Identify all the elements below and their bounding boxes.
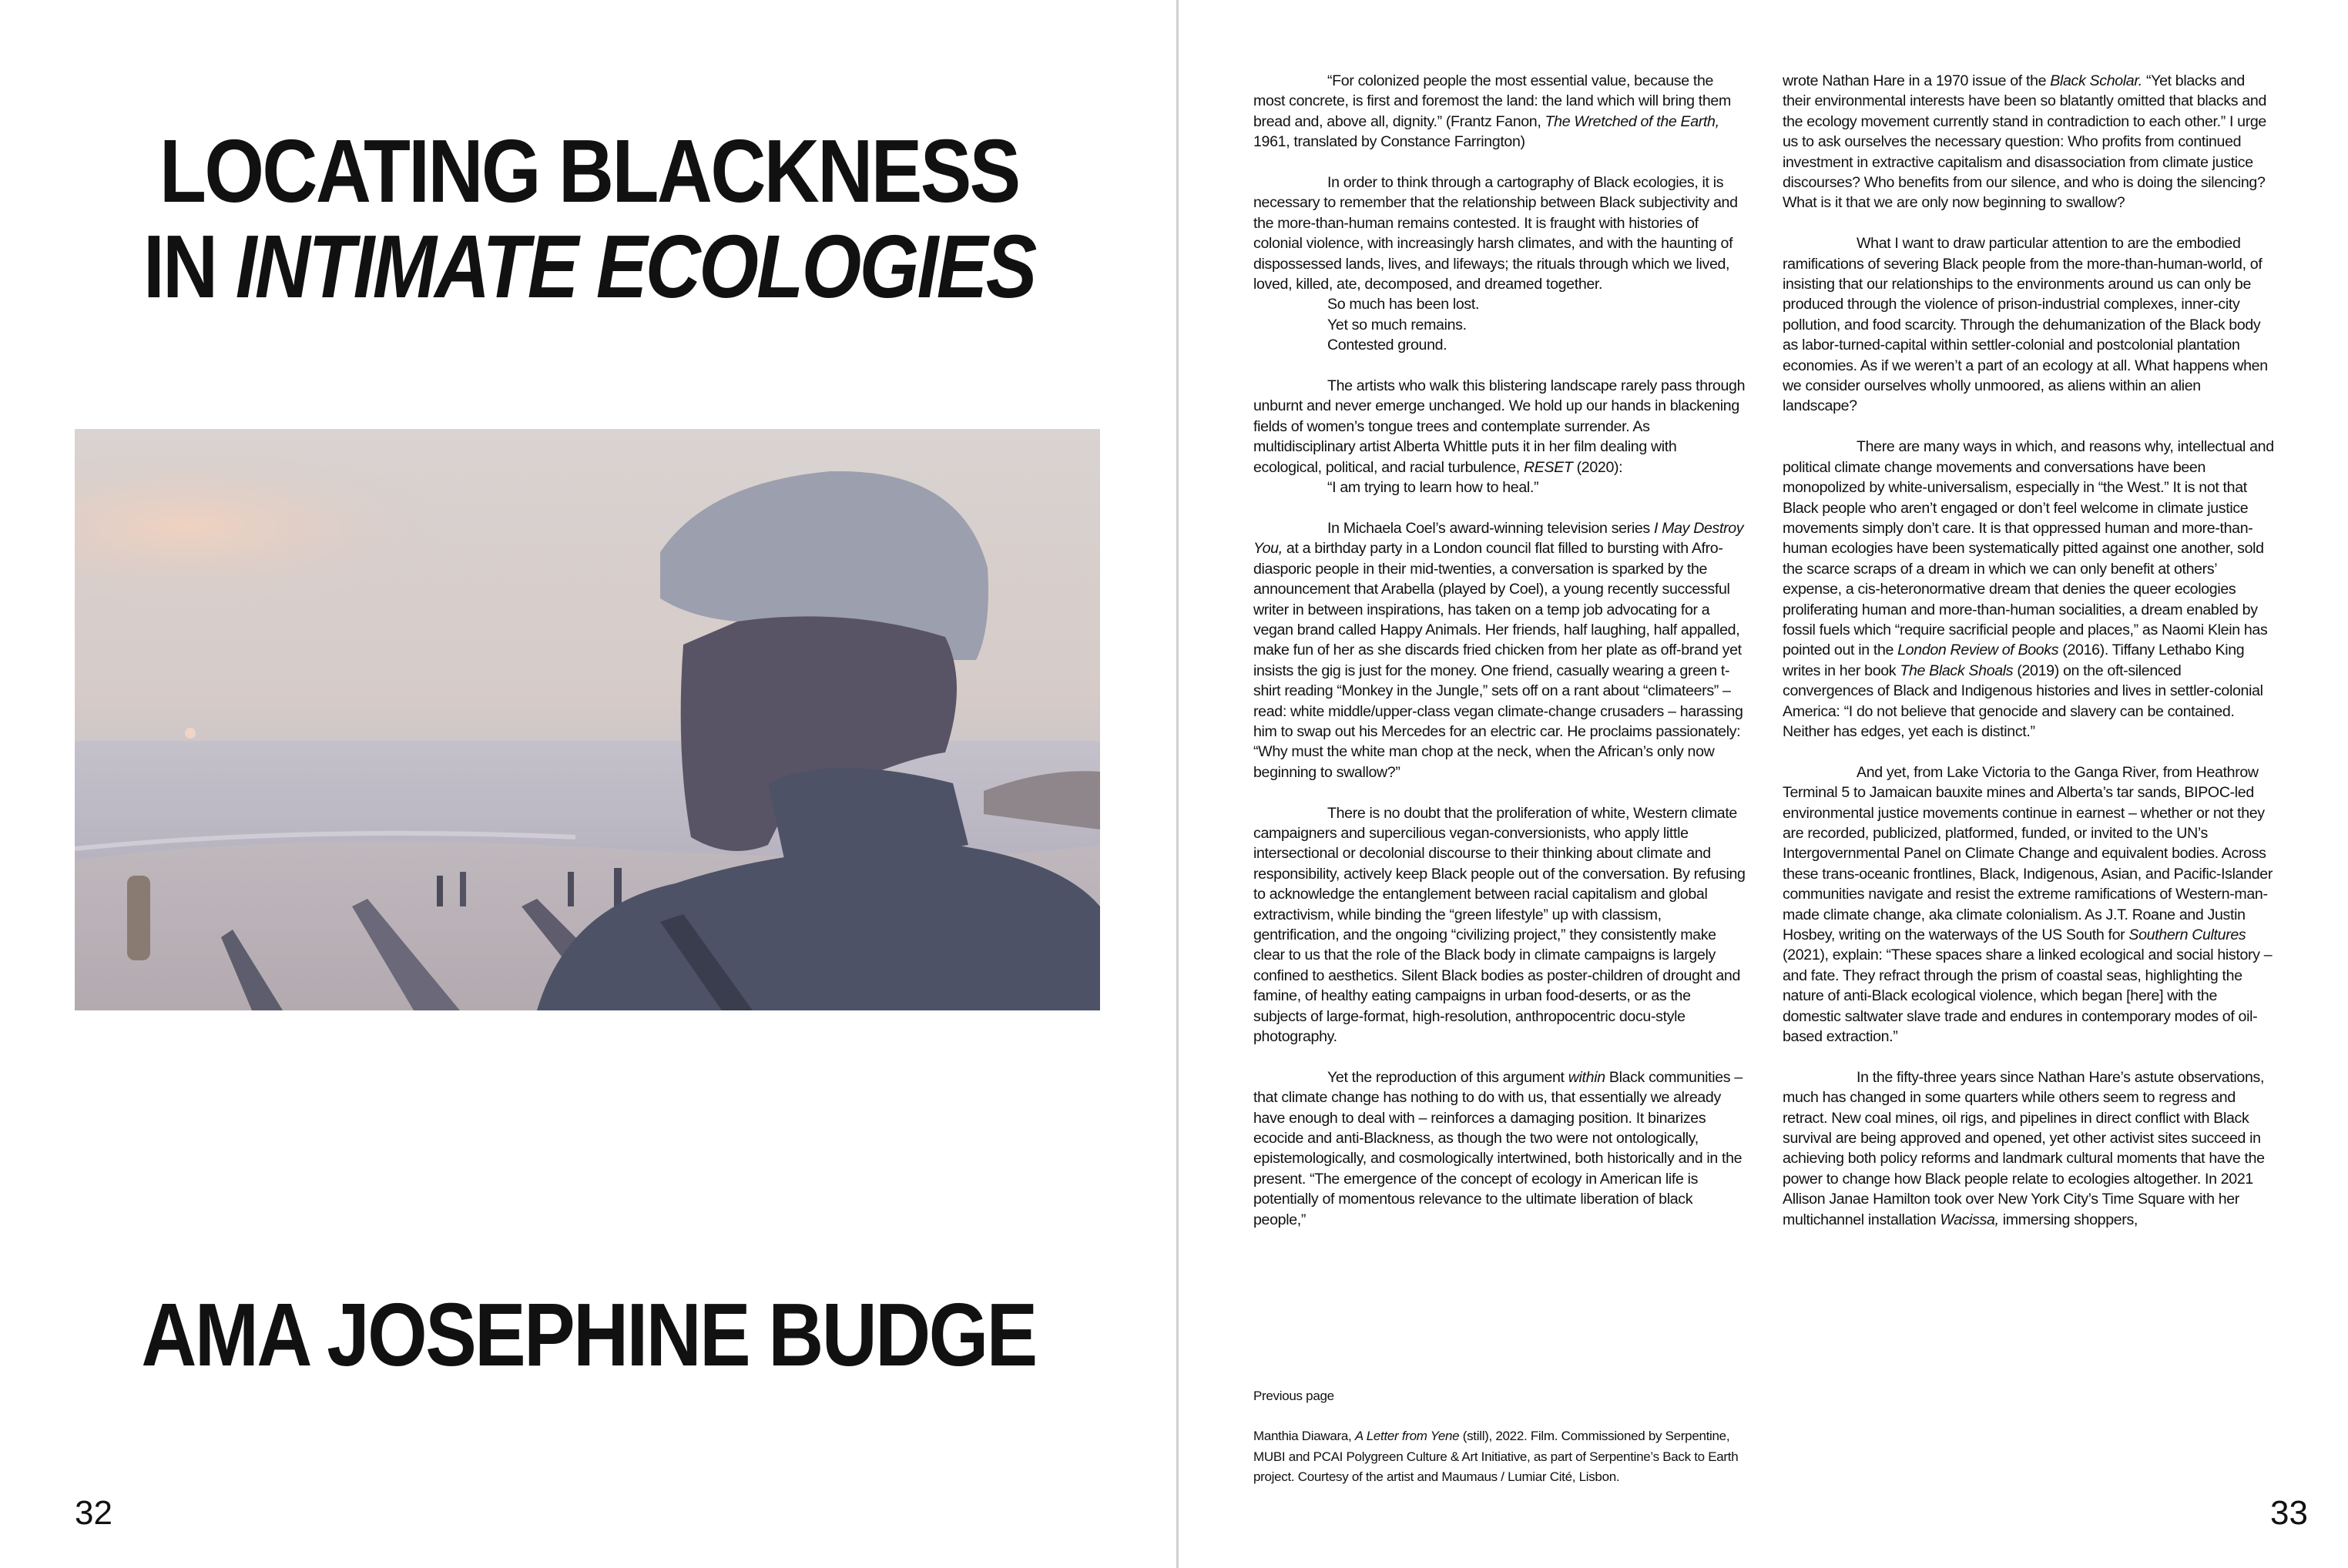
caption-text-suffix: (still), 2022. Film. Commissioned by Serpentine, MUBI and PCAI Polygreen Culture & Art Initiative, as part of Serpentine’s Back to Earth project. Courtesy of the artist and Maumaus / Lumiar Cité, Lisbon. [1253, 1429, 1739, 1485]
paragraph-text: wrote Nathan Hare in a 1970 issue of the [1783, 72, 2051, 89]
paragraph [1253, 518, 1746, 782]
film-still-image [75, 429, 1100, 1010]
paragraph [1783, 71, 2276, 213]
paragraph [1253, 1067, 1746, 1230]
caption-film-title: A Letter from Yene [1354, 1429, 1460, 1444]
verse-line: So much has been lost. [1327, 296, 1480, 313]
paragraph-text: And yet, from Lake Victoria to the Ganga River, from Heathrow Terminal 5 to Jamaican bauxite mines and Alberta’s tar sands, BIPOC-led environmental justice movements continue in earnest – whether or not they are recorded, publicized, platformed, funded, or invited to the UN’s Intergovernmental Panel on Climate Change and equivalent bodies. Across these trans-oceanic frontlines, Black, Indigenous, Asian, and Pacific-Islander communities navigate and resist the extreme ramifications of Western-man-made climate change, aka climate colonialism. As J.T. Roane and Justin Hosbey, writing on the waterways of the US South for [1783, 763, 2273, 944]
page-number-left: 32 [75, 1494, 112, 1532]
text-column-1 [1253, 71, 1746, 1250]
verse-line: Yet so much remains. [1327, 316, 1467, 333]
paragraph [1783, 762, 2276, 1047]
artwork-title: Wacissa, [1940, 1211, 1999, 1228]
verse-block [1253, 294, 1746, 355]
paragraph [1253, 376, 1746, 498]
paragraph-tail: immersing shoppers, [1998, 1211, 2138, 1228]
epigraph [1253, 71, 1746, 152]
paragraph-text: Yet the reproduction of this argument [1327, 1068, 1568, 1086]
film-title: RESET [1523, 458, 1573, 476]
title-line-2-italic: INTIMATE ECOLOGIES [235, 216, 1035, 317]
author-name: AMA JOSEPHINE BUDGE [141, 1285, 1036, 1385]
title-line-2 [83, 216, 1095, 317]
epigraph-book-title: The Wretched of the Earth, [1545, 112, 1719, 130]
paragraph-tail: (2019) on the oft-silenced convergences of Black and Indigenous histories and lives in settler-colonial America: “I do not believe that genocide and slavery can be contained. Neither has edges, yet each is distinct.” [1783, 662, 2263, 740]
paragraph-tail: “Yet blacks and their environmental interests have been so blatantly omitted that blacks and the ecology movement currently stand in contradiction to each other.” I urge us to ask ourselves the necessary question: Who profits from continued investment in extractive capitalism and disassociation from climate justice discourses? Who benefits from our silence, and who is doing the silencing? What is it that we are only now beginning to swallow? [1783, 72, 2266, 212]
text-column-2 [1783, 71, 2276, 1250]
paragraph-tail: at a birthday party in a London council flat filled to bursting with Afro-diasporic people in their mid-twenties, a conversation is sparked by the announcement that Arabella (played by Coel), a young recently successful writer in between inspirations, has taken on a temp job advocating for a vegan brand called Happy Animals. Her friends, half laughing, half appalled, make fun of her as she discards fried chicken from her plate as off-brand yet insists the gig is just for the money. One friend, casually wearing a green t-shirt reading “Monkey in the Jungle,” sets off on a rant about “climateers” – read: white middle/upper-class vegan climate-change crusaders – harassing him to swap out his Mercedes for an electric car. He proclaims passionately: “Why must the white man chop at the neck, when the African’s only now beginning to swallow?” [1253, 540, 1743, 781]
book-title: The Black Shoals [1900, 662, 2014, 679]
caption-text: Manthia Diawara, [1253, 1429, 1355, 1444]
paragraph-tail: Black communities – that climate change has nothing to do with us, that essentially we already have enough to deal with – reinforces a damaging position. It binarizes ecocide and anti-Blackness, as though the two were not ontologically, epistemologically, and cosmologically intertwined, both historically and in the present. “The emergence of the concept of ecology in American life is potentially of momentous relevance to the ultimate liberation of black people,” [1253, 1068, 1743, 1228]
paragraph-text: There are many ways in which, and reasons why, intellectual and political climate change movements and conversations have been monopolized by white-universalism, especially in “the West.” It is not that Black people who aren’t engaged or don’t feel welcome in climate justice movements simply don’t care. It is that oppressed human and more-than-human ecologies have been systematically pitted against one another, sold the scarce scraps of a dream in which we can only benefit at others’ expense, a cis-heteronormative dream that denies the queer ecologies proliferating human and more-than-human socialities, a dream enabled by fossil fuels which “require sacrificial people and places,” as Naomi Klein has pointed out in the [1783, 438, 2274, 659]
page-number-right: 33 [2270, 1494, 2308, 1532]
caption-label: Previous page [1253, 1389, 1334, 1403]
article-title [83, 120, 1095, 317]
publication-title: London Review of Books [1897, 642, 2059, 659]
paragraph [1783, 1067, 2276, 1230]
paragraph-tail: (2020): [1572, 458, 1623, 476]
paragraph: There is no doubt that the proliferation of white, Western climate campaigners and supercilious vegan-conversionists, who apply little intersectional or decolonial discourse to their thinking about climate and responsibility, actively keep Black people out of the conversation. By refusing to acknowledge the entanglement between racial capitalism and global extractivism, while binding the “green lifestyle” up with classism, gentrification, and the ongoing “civilizing project,” they consistently make clear to us that the role of the Black body in climate campaigns is largely confined to aesthetics. Silent Black bodies as poster-children of drought and famine, of healthy eating campaigns in urban food-deserts, or as the subjects of large-format, high-resolution, anthropocentric docu-style photography. [1253, 804, 1746, 1046]
paragraph-mid: (2016). Tiffany Lethabo King writes in her book [1783, 642, 2245, 679]
paragraph: In order to think through a cartography of Black ecologies, it is necessary to remember that the relationship between Black subjectivity and the more-than-human remains contested. It is fraught with histories of colonial violence, with increasingly harsh climates, and with the haunting of dispossessed lands, lives, and lifeways; the rituals through which we lived, loved, killed, ate, decomposed, and dreamed together. [1253, 174, 1738, 293]
paragraph-text: In the fifty-three years since Nathan Hare’s astute observations, much has changed in some quarters while others seem to regress and retract. New coal mines, oil rigs, and pipelines in direct conflict with Black survival are being approved and opened, yet other activist sites succeed in achieving both policy reforms and landmark cultural moments that have the power to change how Black people relate to ecologies altogether. In 2021 Allison Janae Hamilton took over New York City’s Time Square with her multichannel installation [1783, 1068, 2265, 1228]
title-line-1: LOCATING BLACKNESS [159, 120, 1019, 221]
journal-title: Black Scholar. [2050, 72, 2142, 89]
series-title: I May Destroy You, [1253, 519, 1744, 558]
paragraph-text: The artists who walk this blistering landscape rarely pass through unburnt and never emerge unchanged. We hold up our hands in blackening fields of women’s tongue trees and contemplate surrender. As multidisciplinary artist Alberta Whittle puts it in her film dealing with ecological, political, and racial turbulence, [1253, 377, 1746, 476]
title-line-2-prefix: IN [143, 216, 236, 317]
paragraph-tail: (2021), explain: “These spaces share a linked ecological and social history – and fate. They refract through the prism of coastal seas, highlighting the nature of anti-Black ecological violence, which began [here] with the domestic saltwater slave trade and endures in contemporary modes of oil-based extraction.” [1783, 946, 2273, 1046]
emphasis: within [1568, 1068, 1605, 1086]
paragraph [1783, 437, 2276, 742]
epigraph-text: “For colonized people the most essential value, because the most concrete, is first and foremost the land: the land which will bring them bread and, above all, dignity.” (Frantz Fanon, [1253, 72, 1731, 130]
epigraph-tail: 1961, translated by Constance Farrington) [1253, 133, 1525, 151]
right-page [1179, 0, 2348, 1568]
paragraph-text: In Michaela Coel’s award-winning television series [1327, 519, 1654, 537]
beach-scene-illustration [75, 429, 1100, 1010]
image-caption [1253, 1386, 1746, 1488]
journal-title: Southern Cultures [2128, 926, 2246, 944]
verse-line: Contested ground. [1327, 337, 1447, 354]
inline-quote: “I am trying to learn how to heal.” [1327, 479, 1539, 497]
paragraph: What I want to draw particular attention to are the embodied ramifications of severing Black people from the more-than-human-world, of insisting that our relationships to the environments around us can only be produced through the violence of prison-industrial complexes, inner-city pollution, and food scarcity. Through the dehumanization of the Black body as labor-turned-capital within settler-colonial and postcolonial plantation economies. As if we weren’t a part of an ecology at all. What happens when we consider ourselves wholly unmoored, as aliens within an alien landscape? [1783, 235, 2268, 415]
